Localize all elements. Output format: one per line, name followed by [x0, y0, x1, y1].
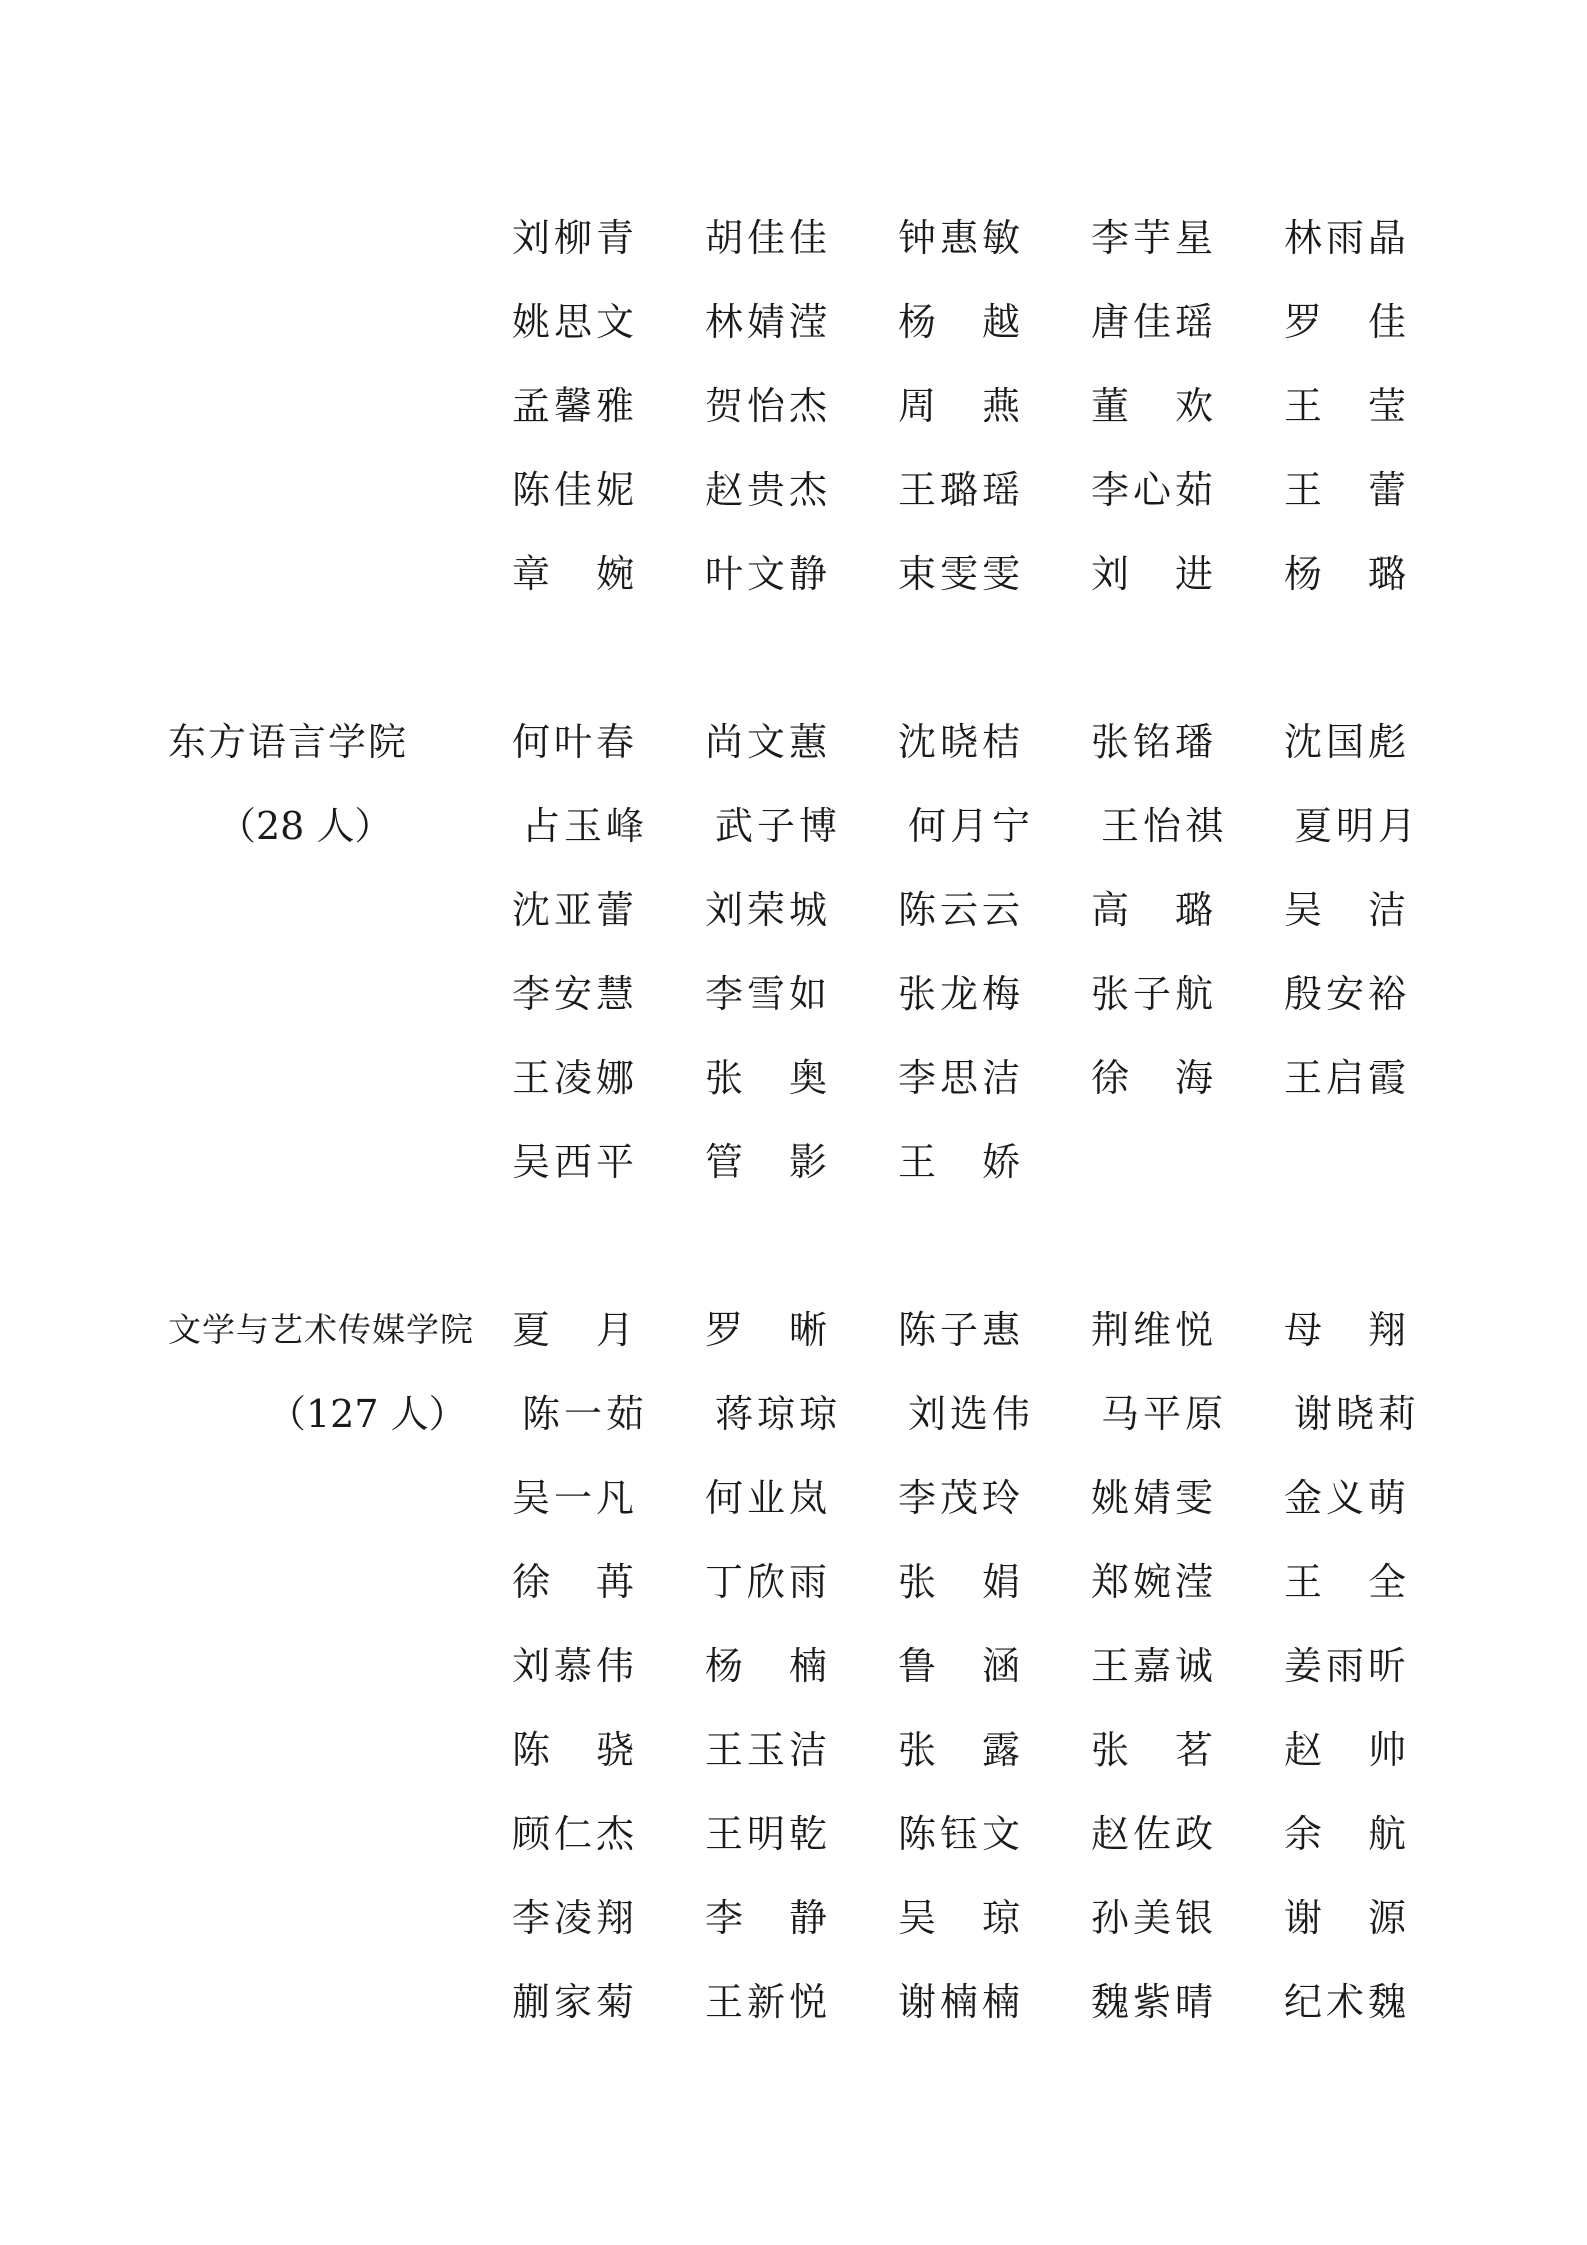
person-name: 杨 楠 — [705, 1644, 832, 1688]
person-name: 王嘉诚 — [1091, 1644, 1218, 1688]
person-name: 魏紫晴 — [1091, 1980, 1218, 2024]
name-row — [512, 280, 1452, 364]
person-name: 张龙梅 — [898, 972, 1025, 1016]
person-name: 李雪如 — [705, 972, 832, 1016]
person-name: 杨 越 — [898, 300, 1025, 344]
name-row — [512, 1960, 1452, 2044]
person-name: 夏明月 — [1294, 804, 1421, 848]
person-name: 李思洁 — [898, 1056, 1025, 1100]
person-name: 鲁 涵 — [898, 1644, 1025, 1688]
department-name: 东方语言学院 — [168, 720, 409, 764]
person-name: 何业岚 — [705, 1476, 832, 1520]
person-name: 张铭璠 — [1091, 720, 1218, 764]
person-name: 罗 佳 — [1284, 300, 1411, 344]
names-grid — [512, 1288, 1452, 2044]
person-name: 林婧滢 — [705, 300, 832, 344]
person-name: 刘选伟 — [908, 1392, 1035, 1436]
names-grid — [512, 196, 1452, 616]
name-row — [512, 364, 1452, 448]
name-row — [512, 1288, 1452, 1372]
person-name: 叶文静 — [705, 552, 832, 596]
person-name: 纪术魏 — [1284, 1980, 1411, 2024]
person-name: 母 翔 — [1284, 1308, 1411, 1352]
person-name: 王 蕾 — [1284, 468, 1411, 512]
person-name: 赵 帅 — [1284, 1728, 1411, 1772]
person-name: 李凌翔 — [512, 1896, 639, 1940]
name-row — [512, 1876, 1452, 1960]
person-name: 孙美银 — [1091, 1896, 1218, 1940]
person-name: 吴西平 — [512, 1140, 639, 1184]
name-row — [512, 868, 1452, 952]
person-name: 王怡祺 — [1101, 804, 1228, 848]
person-name: 周 燕 — [898, 384, 1025, 428]
person-name: 尚文蕙 — [705, 720, 832, 764]
person-name: 吴 琼 — [898, 1896, 1025, 1940]
name-row — [512, 784, 1452, 868]
person-name: 沈国彪 — [1284, 720, 1411, 764]
person-name: 何叶春 — [512, 720, 639, 764]
person-name: 钟惠敏 — [898, 216, 1025, 260]
person-name: 林雨晶 — [1284, 216, 1411, 260]
person-name: 陈佳妮 — [512, 468, 639, 512]
person-name: 李安慧 — [512, 972, 639, 1016]
person-name: 姚婧雯 — [1091, 1476, 1218, 1520]
person-name: 张 露 — [898, 1728, 1025, 1772]
person-name: 刘荣城 — [705, 888, 832, 932]
person-name: 陈 骁 — [512, 1728, 639, 1772]
person-name: 刘慕伟 — [512, 1644, 639, 1688]
person-name: 徐 苒 — [512, 1560, 639, 1604]
person-name: 赵佐政 — [1091, 1812, 1218, 1856]
person-name: 王 娇 — [898, 1140, 1025, 1184]
person-name: 陈云云 — [898, 888, 1025, 932]
person-name: 马平原 — [1101, 1392, 1228, 1436]
person-name: 丁欣雨 — [705, 1560, 832, 1604]
name-row — [512, 952, 1452, 1036]
person-name: 郑婉滢 — [1091, 1560, 1218, 1604]
person-name: 占玉峰 — [522, 804, 649, 848]
person-name: 姚思文 — [512, 300, 639, 344]
person-name: 谢 源 — [1284, 1896, 1411, 1940]
person-name: 刘 进 — [1091, 552, 1218, 596]
names-grid — [512, 700, 1452, 1204]
person-name: 蒯家菊 — [512, 1980, 639, 2024]
person-name: 李芋星 — [1091, 216, 1218, 260]
person-name: 夏 月 — [512, 1308, 639, 1352]
person-name: 蒋琼琼 — [715, 1392, 842, 1436]
person-name: 陈子惠 — [898, 1308, 1025, 1352]
person-name: 武子博 — [715, 804, 842, 848]
name-row — [512, 1036, 1452, 1120]
person-name: 张 奥 — [705, 1056, 832, 1100]
name-row — [512, 1372, 1452, 1456]
person-name: 罗 晰 — [705, 1308, 832, 1352]
person-name: 徐 海 — [1091, 1056, 1218, 1100]
person-name: 杨 璐 — [1284, 552, 1411, 596]
person-name: 姜雨昕 — [1284, 1644, 1411, 1688]
person-name: 陈钰文 — [898, 1812, 1025, 1856]
person-name: 李 静 — [705, 1896, 832, 1940]
name-row — [512, 1624, 1452, 1708]
person-name: 张子航 — [1091, 972, 1218, 1016]
person-name: 王凌娜 — [512, 1056, 639, 1100]
person-name: 唐佳瑶 — [1091, 300, 1218, 344]
name-row — [512, 1708, 1452, 1792]
person-name: 刘柳青 — [512, 216, 639, 260]
name-row — [512, 532, 1452, 616]
person-name: 王玉洁 — [705, 1728, 832, 1772]
person-name: 余 航 — [1284, 1812, 1411, 1856]
person-name: 吴一凡 — [512, 1476, 639, 1520]
person-name: 吴 洁 — [1284, 888, 1411, 932]
person-name: 高 璐 — [1091, 888, 1218, 932]
person-name: 胡佳佳 — [705, 216, 832, 260]
person-name: 顾仁杰 — [512, 1812, 639, 1856]
person-name: 董 欢 — [1091, 384, 1218, 428]
person-name: 何月宁 — [908, 804, 1035, 848]
person-name: 束雯雯 — [898, 552, 1025, 596]
person-name: 陈一茹 — [522, 1392, 649, 1436]
name-row — [512, 1792, 1452, 1876]
person-name: 王 莹 — [1284, 384, 1411, 428]
person-name: 金义萌 — [1284, 1476, 1411, 1520]
person-name: 王启霞 — [1284, 1056, 1411, 1100]
person-name: 殷安裕 — [1284, 972, 1411, 1016]
person-name: 张 茗 — [1091, 1728, 1218, 1772]
person-name: 孟馨雅 — [512, 384, 639, 428]
person-name: 贺怡杰 — [705, 384, 832, 428]
person-name: 谢楠楠 — [898, 1980, 1025, 2024]
name-row — [512, 1540, 1452, 1624]
person-name: 王新悦 — [705, 1980, 832, 2024]
person-name: 谢晓莉 — [1294, 1392, 1421, 1436]
name-row — [512, 700, 1452, 784]
person-name: 章 婉 — [512, 552, 639, 596]
department-count: （28 人） — [218, 804, 393, 848]
person-name: 李心茹 — [1091, 468, 1218, 512]
person-name: 沈亚蕾 — [512, 888, 639, 932]
name-row — [512, 1120, 1452, 1204]
department-name: 文学与艺术传媒学院 — [168, 1310, 474, 1349]
department-count: （127 人） — [268, 1392, 467, 1436]
person-name: 沈晓桔 — [898, 720, 1025, 764]
name-row — [512, 1456, 1452, 1540]
person-name: 王璐瑶 — [898, 468, 1025, 512]
person-name: 管 影 — [705, 1140, 832, 1184]
person-name: 张 娟 — [898, 1560, 1025, 1604]
person-name: 荆维悦 — [1091, 1308, 1218, 1352]
name-row — [512, 196, 1452, 280]
person-name: 赵贵杰 — [705, 468, 832, 512]
person-name: 王 全 — [1284, 1560, 1411, 1604]
person-name: 李茂玲 — [898, 1476, 1025, 1520]
name-row — [512, 448, 1452, 532]
person-name: 王明乾 — [705, 1812, 832, 1856]
